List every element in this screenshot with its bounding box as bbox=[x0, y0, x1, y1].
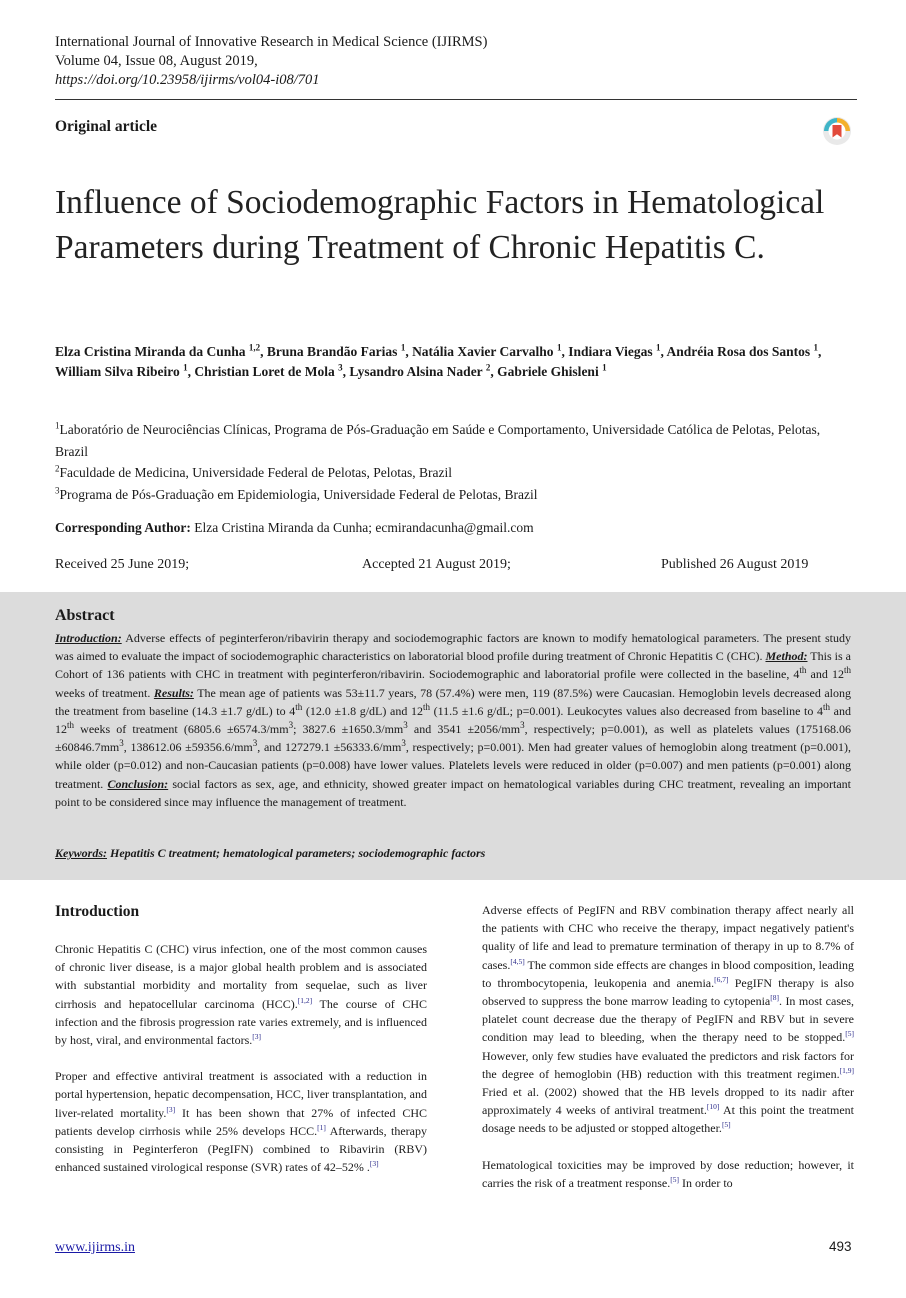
abstract-heading: Abstract bbox=[55, 607, 115, 624]
citation-link[interactable]: [3] bbox=[166, 1104, 176, 1114]
author-affiliation-marker: 1 bbox=[602, 362, 607, 373]
affiliation-item: $^1$Laboratório de Neurociências Clínicas, Programa de Pós-Graduação em Saúde e Comportamento, Universidade Católica de Pelotas, Pelotas, Brazil bbox=[55, 420, 821, 459]
author-name: Indiara Viegas bbox=[568, 344, 656, 359]
citation-link[interactable]: [8] bbox=[770, 993, 779, 1003]
abstract-method-label: Method: bbox=[765, 649, 808, 664]
author-name: William Silva Ribeiro bbox=[55, 364, 184, 379]
journal-header bbox=[55, 33, 487, 90]
journal-website-link[interactable]: www.ijirms.in bbox=[55, 1240, 135, 1255]
citation-link[interactable]: [3] bbox=[369, 1159, 379, 1169]
introduction-heading: Introduction bbox=[55, 903, 140, 920]
author-affiliation-marker: 1 bbox=[813, 342, 818, 353]
affiliation-item: $^2$Faculdade de Medicina, Universidade Federal de Pelotas, Pelotas, Brazil bbox=[55, 463, 453, 480]
author-name: Bruna Brandão Farias bbox=[266, 344, 401, 359]
author-name: Gabriele Ghisleni bbox=[497, 364, 603, 379]
crossmark-icon[interactable] bbox=[822, 116, 852, 146]
corresponding-label: Corresponding Author: bbox=[55, 520, 191, 535]
citation-link[interactable]: [5] bbox=[670, 1174, 680, 1184]
author-name: Natália Xavier Carvalho bbox=[412, 344, 557, 359]
author-affiliation-marker: 3 bbox=[338, 362, 343, 373]
article-title: Influence of Sociodemographic Factors in Hematological Parameters during Treatment of Chronic Hepatitis C. bbox=[55, 184, 825, 266]
article-type: Original article bbox=[55, 118, 158, 135]
citation-link[interactable]: [6,7] bbox=[714, 974, 729, 984]
citation-link[interactable]: [1,9] bbox=[839, 1065, 854, 1075]
affiliation-list bbox=[55, 419, 855, 505]
author-affiliation-marker: 1 bbox=[556, 342, 562, 353]
citation-link[interactable]: [4,5] bbox=[510, 956, 525, 966]
column-left bbox=[55, 940, 427, 1176]
author-name: Lysandro Alsina Nader bbox=[349, 364, 486, 379]
abstract-results-text: The mean age of patients was 53±11.7 years, 78 (57.4%) were men, 119 (87.5%) were Caucasian. Hemoglobin levels decreased along the treatment from baseline (14.3 ±1.7 g/dL) to 4th (12.0 ±1.8 g/dL) and 12th (11.5 ±1.6 g/dL; p=0.001). Leukocytes values also decreased from baseline to 4th and 12th weeks of treatment ($6805.6 \pm 6574.3/mm^3$; $3827.6 \pm 1650.3/mm^3$ and $3541 \pm 2056/mm^3$, respectively; p=0.001), as well as platelets values ($175168.06 \pm 60846.7mm^3$, $138612.06 \pm 59356.6/mm^3$, and $127279.1 \pm 56333.6/mm^3$, respectively; p=0.001). Men had greater values of hemoglobin along treatment (p=0.001), while older (p=0.012) and non-Caucasian patients (p=0.008) have lower values. Platelets levels were reduced in older (p=0.007) and men patients (p=0.001) along treatment. bbox=[55, 685, 852, 791]
doi-link[interactable]: https://doi.org/10.23958/ijirms/vol04-i08/701 bbox=[55, 72, 320, 88]
keywords-label: Keywords: bbox=[55, 846, 107, 860]
abstract-intro-text: Adverse effects of peginterferon/ribavirin therapy and sociodemographic factors are known to modify hematological parameters. The present study was aimed to evaluate the impact of sociodemographic characteristics on laboratorial blood profile during treatment of Chronic Hepatitis C (CHC). bbox=[55, 631, 851, 664]
page-number: 493 bbox=[829, 1239, 852, 1254]
author-affiliation-marker: 1 bbox=[183, 362, 188, 373]
header-divider bbox=[55, 99, 857, 100]
author-affiliation-marker: 1 bbox=[400, 342, 406, 353]
author-list: Elza Cristina Miranda da Cunha $^{1,2}$, Bruna Brandão Farias $^1$, Natália Xavier Carvalho $^1$, Indiara Viegas $^1$, Andréia Rosa dos Santos $^1$, William Silva Ribeiro $^1$, Christian Loret de Mola $^3$, Lysandro Alsina Nader $^2$, Gabriele Ghisleni $^1$ bbox=[55, 342, 822, 379]
author-name: Elza Cristina Miranda da Cunha bbox=[55, 344, 249, 359]
affiliation-item: $^3$Programa de Pós-Graduação em Epidemiologia, Universidade Federal de Pelotas, Brazil bbox=[55, 485, 538, 502]
abstract-results-label: Results: bbox=[153, 685, 194, 700]
author-affiliation-marker: 1,2 bbox=[248, 342, 261, 353]
intro-paragraph-1: Chronic Hepatitis C (CHC) virus infection, one of the most common causes of chronic liver disease, is a major global health problem and is associated with substantial morbidity and mortality from sequelae, such as liver cirrhosis and hepatocellular carcinoma (HCC).[1,2] The course of CHC infection and the fibrosis progression rate varies extremely, and is influenced by host, viral, and environmental factors.[3] bbox=[55, 942, 427, 1048]
abstract-conclusion-label: Conclusion: bbox=[107, 776, 169, 791]
abstract-body bbox=[55, 629, 851, 811]
author-name: Christian Loret de Mola bbox=[194, 364, 339, 379]
intro-paragraph-4: Hematological toxicities may be improved by dose reduction; however, it carries the risk of a treatment response.[5] In order to bbox=[482, 1157, 854, 1190]
keywords bbox=[55, 846, 485, 861]
published-date: Published 26 August 2019 bbox=[661, 557, 809, 572]
corresponding-value[interactable]: Elza Cristina Miranda da Cunha; ecmirandacunha@gmail.com bbox=[194, 520, 534, 535]
author-affiliation-marker: 1 bbox=[655, 342, 661, 353]
citation-link[interactable]: [10] bbox=[706, 1102, 720, 1112]
received-date: Received 25 June 2019; bbox=[55, 557, 190, 572]
journal-name: International Journal of Innovative Research in Medical Science (IJIRMS) bbox=[55, 34, 488, 50]
volume-issue: Volume 04, Issue 08, August 2019, bbox=[55, 53, 258, 69]
intro-paragraph-3: Adverse effects of PegIFN and RBV combination therapy affect nearly all the patients with CHC who receive the therapy, impact negatively patient's quality of life and lead to premature termination of therapy in up to 8.7% of cases.[4,5] The common side effects are changes in blood composition, leading to thrombocytopenia, leukopenia and anemia.[6,7] PegIFN therapy is also observed to suppress the bone marrow leading to cytopenia[8]. In most cases, platelet count decrease due the therapy of PegIFN and RBV but in severe condition may lead to bleeding, when the therapy need to be stopped.[5] However, only few studies have evaluated the predictors and risk factors for the degree of hemoglobin (HB) reduction with this treatment regimen.[1,9] Fried et al. (2002) showed that the HB levels dropped to its nadir after approximately 4 weeks of antiviral treatment.[10] At this point the treatment dosage needs to be adjusted or stopped altogether.[5] bbox=[482, 903, 855, 1136]
column-right bbox=[482, 901, 854, 1192]
abstract-intro-label: Introduction: bbox=[55, 631, 122, 645]
accepted-date: Accepted 21 August 2019; bbox=[362, 557, 511, 572]
citation-link[interactable]: [1] bbox=[317, 1122, 326, 1132]
corresponding-author bbox=[55, 520, 534, 536]
author-name: Andréia Rosa dos Santos bbox=[666, 344, 814, 359]
abstract-conclusion-text: social factors as sex, age, and ethnicity, showed greater impact on hematological variables during CHC treatment, revealing an important point to be considered since may influence the management of treatment. bbox=[55, 776, 852, 809]
abstract-method-text: This is a Cohort of 136 patients with CHC in treatment with peginterferon/ribavirin. Sociodemographic and laboratorial profile were collected in the baseline, 4th and 12th weeks of treatment. bbox=[55, 649, 851, 700]
citation-link[interactable]: [1,2] bbox=[297, 995, 313, 1005]
keywords-value: Hepatitis C treatment; hematological parameters; sociodemographic factors bbox=[107, 846, 486, 860]
citation-link[interactable]: [3] bbox=[252, 1032, 262, 1042]
author-affiliation-marker: 2 bbox=[485, 362, 491, 373]
intro-paragraph-2: Proper and effective antiviral treatment is associated with a reduction in portal hypertension, hepatic decompensation, HCC, liver transplantation, and liver-related mortality.[3] It has been shown that 27% of infected CHC patients develop cirrhosis while 25% develops HCC.[1] Afterwards, therapy consisting in Peginterferon (PegIFN) combined to Ribavirin (RBV) enhanced sustained virological response (SVR) rates of 42–52% .[3] bbox=[55, 1069, 428, 1175]
citation-link[interactable]: [5] bbox=[845, 1029, 854, 1039]
citation-link[interactable]: [5] bbox=[721, 1120, 731, 1130]
